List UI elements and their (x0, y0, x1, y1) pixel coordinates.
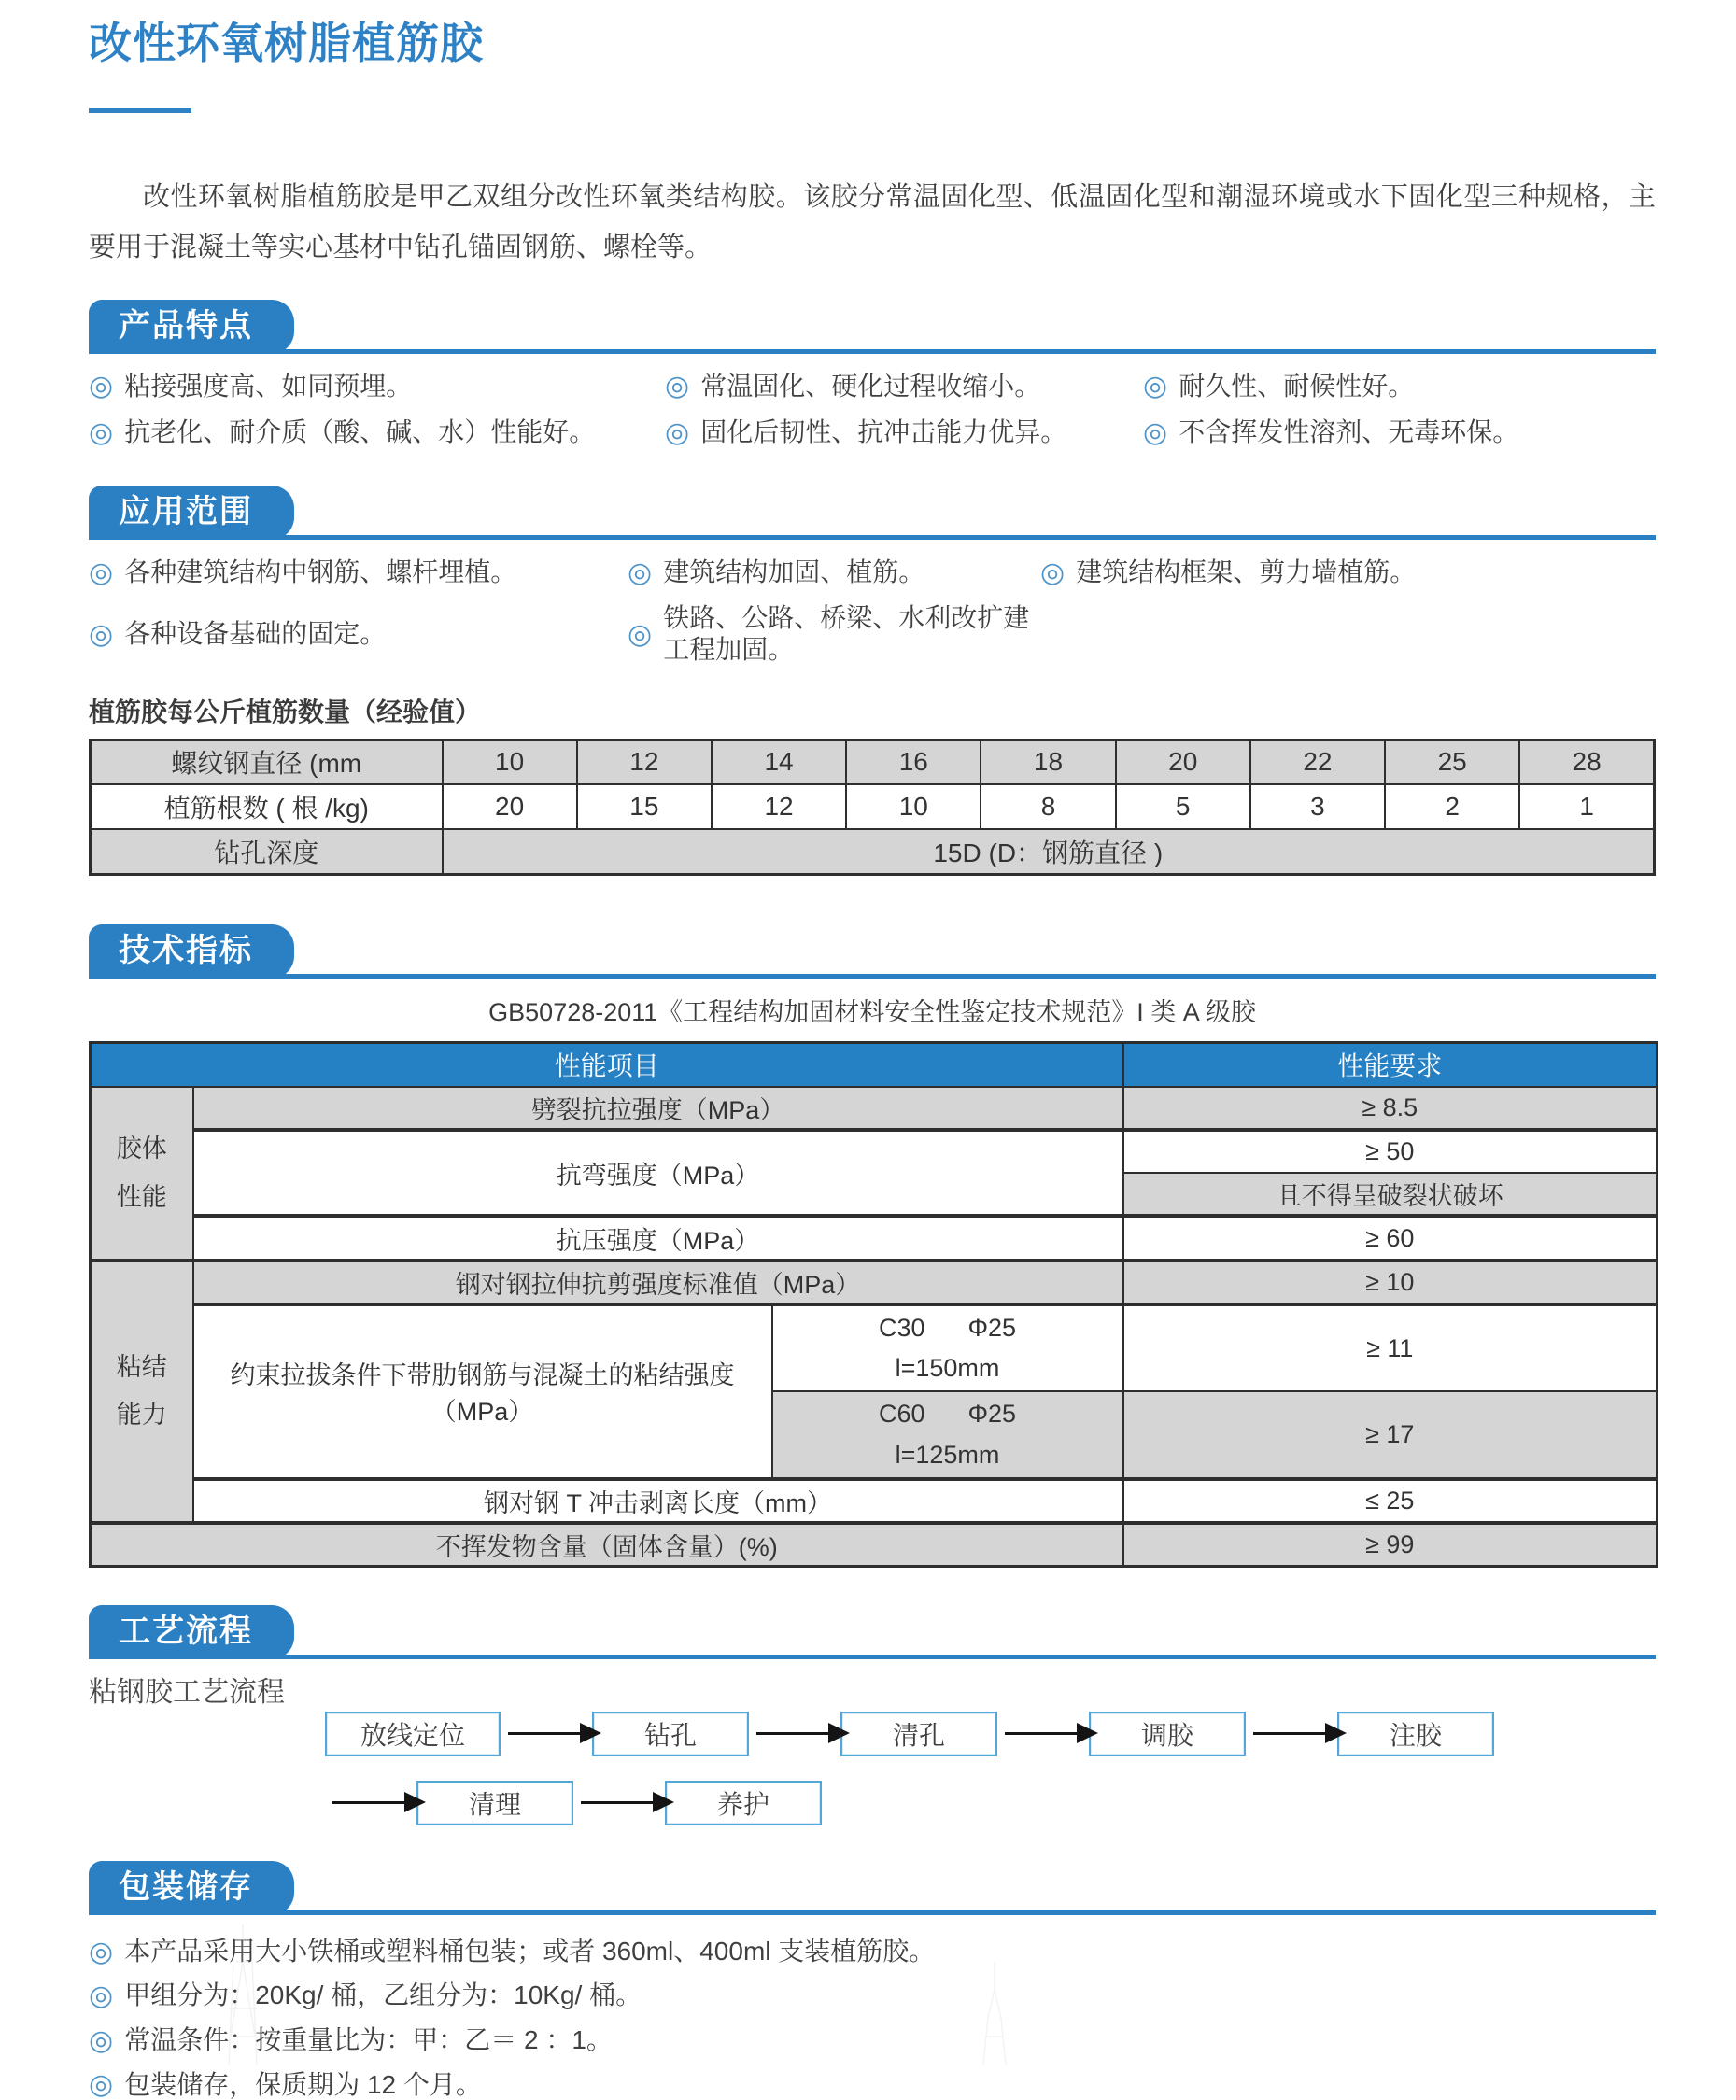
section-head-applications (89, 486, 1656, 540)
flow-step-curing: 养护 (665, 1781, 822, 1825)
rebar-phi: Φ25 (967, 1314, 1017, 1343)
table-row-compressive (91, 1216, 1658, 1261)
packaging-item-label: 包装储存，保质期为 12 个月。 (124, 2069, 482, 2099)
feature-item-label: 固化后韧性、抗冲击能力优异。 (700, 417, 1067, 447)
packaging-item (89, 2024, 1656, 2056)
application-item (89, 557, 628, 588)
application-item (89, 602, 628, 665)
property-cell: 抗弯强度（MPa） (193, 1130, 1123, 1216)
feature-item (665, 416, 1143, 448)
value-cell: 14 (712, 740, 846, 784)
value-cell: 3 (1250, 784, 1385, 829)
column-header-requirement: 性能要求 (1123, 1042, 1658, 1087)
title-underline (89, 108, 191, 113)
double-circle-bullet-icon: ◎ (1143, 371, 1168, 402)
arrow-right-icon (332, 1801, 405, 1804)
process-flow-row-1 (325, 1712, 1656, 1756)
application-item-label: 铁路、公路、桥梁、水利改扩建工程加固。 (663, 603, 1030, 664)
feature-item-label: 不含挥发性溶剂、无毒环保。 (1179, 417, 1519, 447)
feature-item (89, 416, 665, 448)
condition-cell-c60 (772, 1391, 1123, 1478)
property-cell: 钢对钢 T 冲击剥离长度（mm） (193, 1479, 1123, 1523)
table-row-nonvolatile (91, 1523, 1658, 1567)
value-cell: 1 (1519, 784, 1654, 829)
merged-value-cell: 15D (D：钢筋直径 ) (443, 829, 1655, 874)
double-circle-bullet-icon: ◎ (665, 371, 690, 402)
section-banner-tech (89, 924, 294, 979)
double-circle-bullet-icon: ◎ (89, 371, 114, 402)
requirement-cell: 且不得呈破裂状破坏 (1123, 1173, 1658, 1216)
packaging-item-label: 常温条件：按重量比为：甲：乙＝ 2 ：1。 (124, 2024, 613, 2054)
application-item-label: 建筑结构框架、剪力墙植筋。 (1076, 557, 1417, 586)
flow-step-glue-injection: 注胶 (1337, 1712, 1494, 1756)
value-cell: 22 (1250, 740, 1385, 784)
section-rule (89, 1910, 1656, 1915)
double-circle-bullet-icon: ◎ (89, 2024, 114, 2056)
requirement-cell: ≥ 10 (1123, 1261, 1658, 1304)
value-cell: 10 (443, 740, 577, 784)
flow-step-hole-cleaning: 清孔 (840, 1712, 997, 1756)
section-heading-label: 包装储存 (119, 1868, 253, 1905)
features-list (89, 371, 1656, 448)
section-heading-label: 应用范围 (119, 493, 253, 529)
feature-item-label: 常温固化、硬化过程收缩小。 (700, 371, 1041, 401)
group-cell-adhesive-performance: 胶体性能 (91, 1087, 193, 1261)
requirement-cell: ≥ 11 (1123, 1304, 1658, 1391)
double-circle-bullet-icon: ◎ (628, 557, 653, 588)
application-item-label: 建筑结构加固、植筋。 (663, 557, 925, 586)
anchor-length: l=125mm (895, 1440, 1000, 1469)
section-banner-applications (89, 486, 294, 540)
arrow-right-icon (508, 1732, 581, 1735)
standard-reference: GB50728-2011《工程结构加固材料安全性鉴定技术规范》I 类 A 级胶 (488, 997, 1256, 1026)
value-cell: 10 (846, 784, 981, 829)
applications-list (89, 557, 1656, 666)
value-cell: 12 (577, 740, 712, 784)
value-cell: 5 (1116, 784, 1250, 829)
application-item (628, 602, 1040, 665)
arrow-right-icon (1253, 1732, 1326, 1735)
section-heading-label: 产品特点 (119, 307, 253, 344)
feature-item-label: 抗老化、耐介质（酸、碱、水）性能好。 (124, 417, 596, 447)
section-heading-label: 工艺流程 (119, 1613, 253, 1649)
table-row-depth (91, 829, 1655, 874)
double-circle-bullet-icon: ◎ (89, 416, 114, 448)
double-circle-bullet-icon: ◎ (628, 618, 653, 650)
table-row-bond-c30 (91, 1304, 1658, 1391)
row-label-cell: 钻孔深度 (91, 829, 443, 874)
feature-item (665, 371, 1143, 402)
value-cell: 8 (981, 784, 1115, 829)
group-cell-bonding-capacity: 粘结能力 (91, 1261, 193, 1523)
table-row-peel (91, 1479, 1658, 1523)
packaging-item (89, 1936, 1656, 1967)
rebar-phi: Φ25 (967, 1400, 1017, 1429)
application-item (1040, 557, 1656, 588)
condition-cell-c30 (772, 1304, 1123, 1391)
section-heading-label: 技术指标 (119, 932, 253, 968)
feature-item (1143, 371, 1656, 402)
property-cell: 钢对钢拉伸抗剪强度标准值（MPa） (193, 1261, 1123, 1304)
value-cell: 12 (712, 784, 846, 829)
requirement-cell: ≤ 25 (1123, 1479, 1658, 1523)
requirement-cell: ≥ 60 (1123, 1216, 1658, 1261)
flow-step-cleanup: 清理 (416, 1781, 573, 1825)
concrete-grade: C30 (878, 1314, 925, 1343)
section-rule (89, 974, 1656, 979)
application-item-label: 各种设备基础的固定。 (124, 619, 387, 649)
requirement-cell: ≥ 99 (1123, 1523, 1658, 1567)
row-label-cell: 螺纹钢直径 (mm (91, 740, 443, 784)
table-row-bending (91, 1130, 1658, 1173)
section-banner-features (89, 300, 294, 354)
arrow-right-icon (1005, 1732, 1078, 1735)
feature-item-label: 粘接强度高、如同预埋。 (124, 371, 413, 401)
value-cell: 18 (981, 740, 1115, 784)
property-cell: 抗压强度（MPa） (193, 1216, 1123, 1261)
double-circle-bullet-icon: ◎ (89, 618, 114, 650)
property-cell: 约束拉拔条件下带肋钢筋与混凝土的粘结强度（MPa） (193, 1304, 772, 1479)
flow-step-drilling: 钻孔 (592, 1712, 749, 1756)
packaging-item (89, 1980, 1656, 2011)
section-banner-packaging (89, 1861, 294, 1915)
section-banner-process (89, 1605, 294, 1659)
rebar-quantity-table (89, 739, 1656, 876)
packaging-list (89, 1936, 1656, 2100)
rebar-table-title: 植筋胶每公斤植筋数量（经验值） (89, 697, 482, 726)
process-subtitle: 粘钢胶工艺流程 (89, 1676, 285, 1708)
arrow-right-icon (756, 1732, 829, 1735)
section-rule (89, 535, 1656, 540)
page-title: 改性环氧树脂植筋胶 (89, 19, 484, 67)
flow-step-layout: 放线定位 (325, 1712, 501, 1756)
packaging-item-label: 甲组分为：20Kg/ 桶，乙组分为：10Kg/ 桶。 (124, 1980, 642, 2010)
section-head-process (89, 1605, 1656, 1659)
section-head-packaging (89, 1861, 1656, 1915)
table-row-shear (91, 1261, 1658, 1304)
requirement-cell: ≥ 17 (1123, 1391, 1658, 1478)
feature-item (89, 371, 665, 402)
concrete-grade: C60 (878, 1400, 925, 1429)
table-header-row (91, 1042, 1658, 1087)
section-head-features (89, 300, 1656, 354)
value-cell: 28 (1519, 740, 1654, 784)
value-cell: 25 (1385, 740, 1519, 784)
double-circle-bullet-icon: ◎ (89, 557, 114, 588)
packaging-item-label: 本产品采用大小铁桶或塑料桶包装；或者 360ml、400ml 支装植筋胶。 (124, 1936, 936, 1966)
double-circle-bullet-icon: ◎ (1143, 416, 1168, 448)
anchor-length: l=150mm (895, 1354, 1000, 1383)
value-cell: 16 (846, 740, 981, 784)
requirement-cell: ≥ 50 (1123, 1130, 1658, 1173)
double-circle-bullet-icon: ◎ (89, 1980, 114, 2012)
value-cell: 20 (1116, 740, 1250, 784)
value-cell: 20 (443, 784, 577, 829)
property-cell: 不挥发物含量（固体含量）(%) (91, 1523, 1123, 1567)
application-item-label: 各种建筑结构中钢筋、螺杆埋植。 (124, 557, 517, 586)
section-rule (89, 1655, 1656, 1659)
double-circle-bullet-icon: ◎ (1040, 557, 1066, 588)
property-cell: 劈裂抗拉强度（MPa） (193, 1087, 1123, 1130)
intro-paragraph: 改性环氧树脂植筋胶是甲乙双组分改性环氧类结构胶。该胶分常温固化型、低温固化型和潮湿环境或水下固化型三种规格，主要用于混凝土等实心基材中钻孔锚固钢筋、螺栓等。 (89, 182, 1656, 262)
value-cell: 2 (1385, 784, 1519, 829)
table-row-diameter (91, 740, 1655, 784)
column-header-item: 性能项目 (91, 1042, 1123, 1087)
value-cell: 15 (577, 784, 712, 829)
double-circle-bullet-icon: ◎ (665, 416, 690, 448)
table-row-count (91, 784, 1655, 829)
application-item (628, 557, 1040, 588)
feature-item (1143, 416, 1656, 448)
table-row-split-tensile (91, 1087, 1658, 1130)
flow-step-glue-mixing: 调胶 (1089, 1712, 1246, 1756)
process-flow-row-2 (325, 1781, 1656, 1825)
row-label-cell: 植筋根数 ( 根 /kg) (91, 784, 443, 829)
section-head-tech (89, 924, 1656, 979)
technical-specs-table (89, 1041, 1658, 1568)
section-rule (89, 349, 1656, 354)
double-circle-bullet-icon: ◎ (89, 1936, 114, 1967)
feature-item-label: 耐久性、耐候性好。 (1179, 371, 1415, 401)
arrow-right-icon (581, 1801, 654, 1804)
double-circle-bullet-icon: ◎ (89, 2069, 114, 2100)
packaging-item (89, 2069, 1656, 2100)
requirement-cell: ≥ 8.5 (1123, 1087, 1658, 1130)
